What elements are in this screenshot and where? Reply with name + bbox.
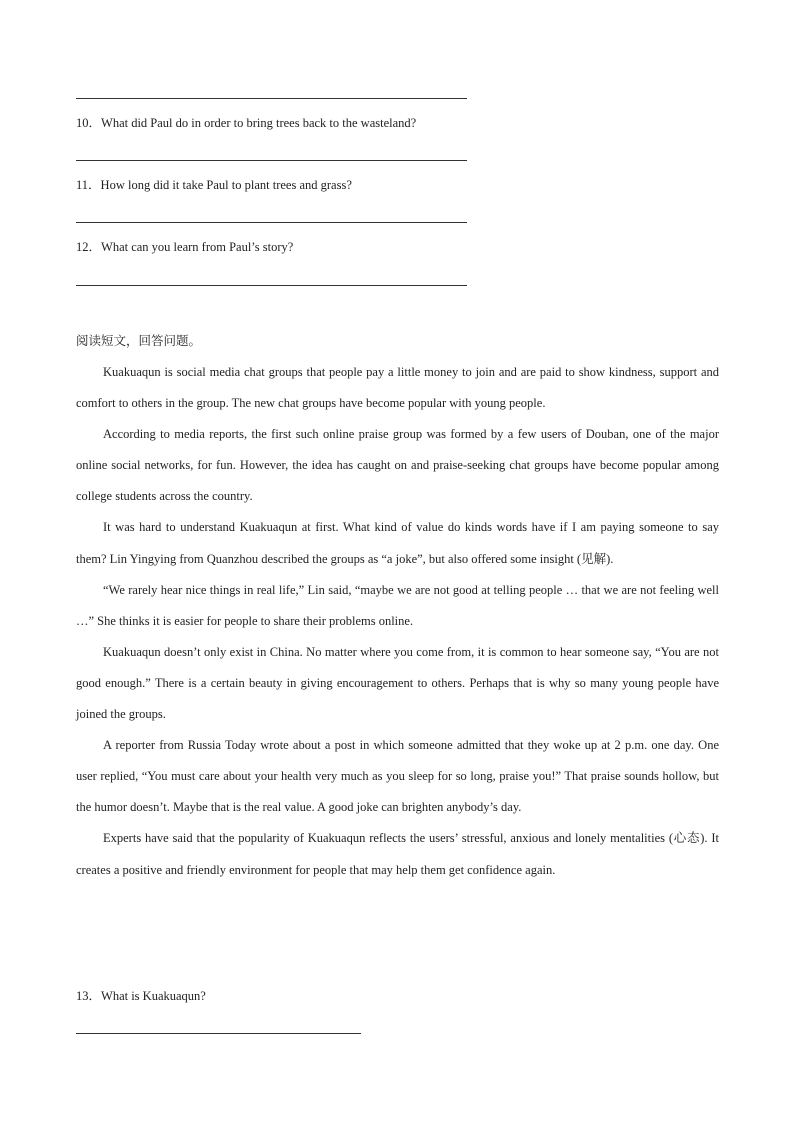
passage-paragraph: According to media reports, the first such online praise group was formed by a few users of Douban, one of the major online social networks, for fun. However, the idea has caught on and praise-seeking chat groups have become popular among college students across the country. [76, 427, 719, 504]
question-text: How long did it take Paul to plant trees and grass? [100, 178, 352, 192]
section-heading: 阅读短文，回答问题。 [76, 333, 202, 348]
question-text: What did Paul do in order to bring trees back to the wasteland? [101, 116, 417, 130]
passage-paragraph: A reporter from Russia Today wrote about a post in which someone admitted that they woke up at 2 p.m. one day. One user replied, “You must care about your health very much as you sleep for so long, praise you!” That praise sounds hollow, but the humor doesn’t. Maybe that is the real value. A good joke can brighten anybody’s day. [76, 738, 719, 815]
question-number: 10． [76, 116, 102, 130]
answer-line-9[interactable] [76, 98, 467, 99]
question-10 [76, 115, 416, 131]
passage-paragraph: Kuakuaqun is social media chat groups that people pay a little money to join and are paid to show kindness, support and comfort to others in the group. The new chat groups have become popular with young people. [76, 365, 719, 411]
question-number: 13． [76, 989, 102, 1003]
question-13 [76, 988, 206, 1004]
passage-paragraph: It was hard to understand Kuakuaqun at first. What kind of value do kinds words have if I am paying someone to say them? Lin Yingying from Quanzhou described the groups as “a joke”, but also offered some insight (见解). [76, 520, 719, 566]
answer-line-12[interactable] [76, 285, 467, 286]
question-number: 11． [76, 178, 101, 192]
passage-paragraph: “We rarely hear nice things in real life,” Lin said, “maybe we are not good at telling people … that we are not feeling well …” She thinks it is easier for people to share their problems online. [76, 582, 719, 628]
passage-paragraph: Experts have said that the popularity of Kuakuaqun reflects the users’ stressful, anxious and lonely mentalities (心态). It creates a positive and friendly environment for people that may help them get confidence again. [76, 831, 719, 877]
question-text: What can you learn from Paul’s story? [101, 240, 294, 254]
answer-line-10[interactable] [76, 160, 467, 161]
passage-paragraph: Kuakuaqun doesn’t only exist in China. No matter where you come from, it is common to hear someone say, “You are not good enough.” There is a certain beauty in giving encouragement to others. Perhaps that is why so many young people have joined the groups. [76, 644, 719, 722]
reading-passage [76, 357, 719, 886]
question-text: What is Kuakuaqun? [101, 989, 206, 1003]
question-11 [76, 177, 352, 193]
question-number: 12． [76, 240, 102, 254]
answer-line-13[interactable] [76, 1033, 361, 1034]
question-12 [76, 239, 293, 255]
answer-line-11[interactable] [76, 222, 467, 223]
